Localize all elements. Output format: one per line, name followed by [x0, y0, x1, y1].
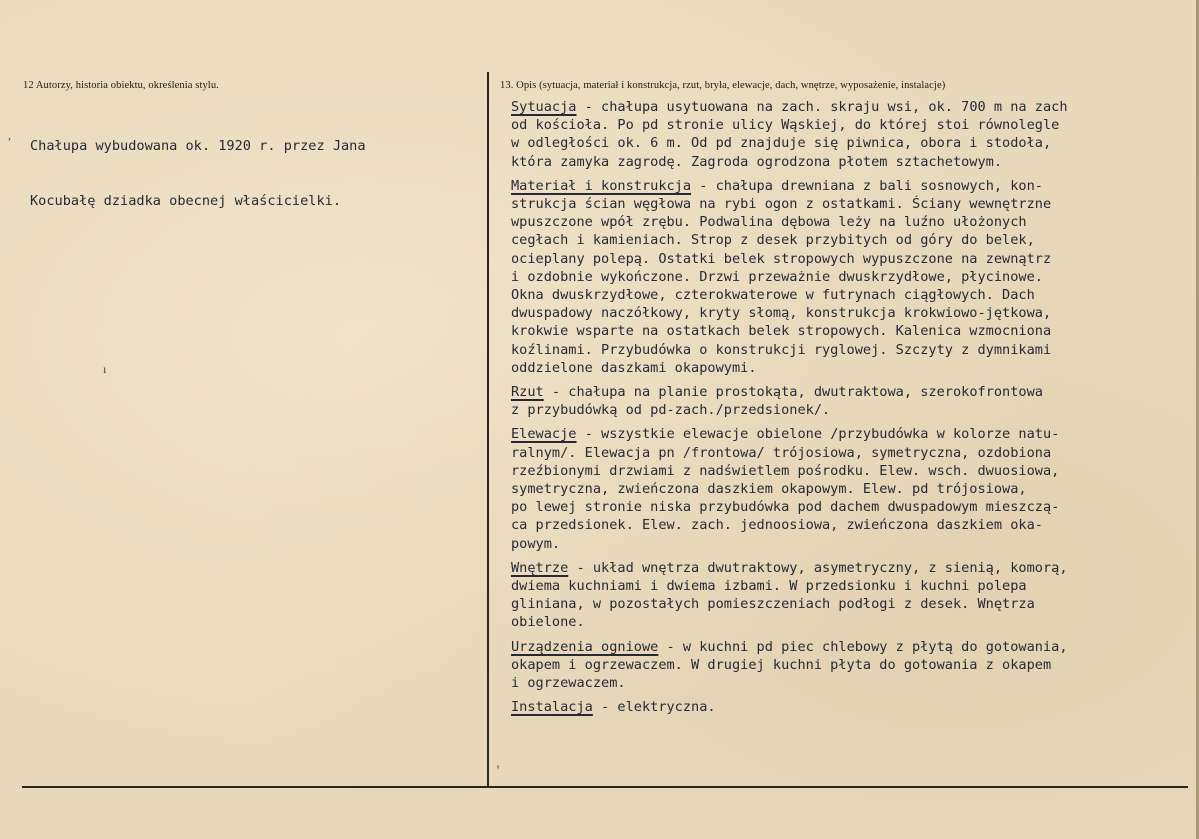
description-line	[511, 359, 1068, 377]
paragraph-heading: Sytuacja	[511, 99, 577, 115]
line-text: ocieplany polepą. Ostatki belek stropowych wypuszczone na zewnątrz	[511, 250, 1052, 267]
description-line	[511, 116, 1068, 134]
description-line	[511, 286, 1068, 304]
description-line	[511, 383, 1068, 401]
line-text: dwiema kuchniami i dwiema izbami. W przedsionku i kuchni polepa	[511, 578, 1027, 595]
description-line	[511, 638, 1068, 656]
description-line	[511, 516, 1068, 534]
column-divider	[487, 72, 489, 787]
description-line	[511, 401, 1068, 419]
description-line	[511, 322, 1068, 340]
description-line	[511, 213, 1068, 231]
line-text: ca przedsionek. Elew. zach. jednoosiowa, zwieńczona daszkiem oka-	[511, 517, 1043, 534]
description-paragraph	[511, 177, 1068, 377]
description-line	[511, 613, 1068, 631]
description-line	[511, 698, 1068, 716]
line-text: - chałupa usytuowana na zach. skraju wsi, ok. 700 m na zach	[576, 99, 1068, 115]
description-line	[511, 425, 1068, 443]
description-line	[511, 231, 1068, 249]
description-line	[511, 341, 1068, 359]
line-text: - chałupa na planie prostokąta, dwutraktowa, szerokofrontowa	[543, 384, 1043, 401]
line-text: po lewej stronie niska przybudówka pod dachem dwuspadowym mieszczą-	[511, 499, 1060, 516]
section-13-header: 13. Opis (sytuacja, materiał i konstrukcja, rzut, bryła, elewacje, dach, wnętrze, wyposażenie, instalacje)	[500, 80, 946, 91]
description-paragraph	[511, 425, 1068, 552]
description-line	[511, 559, 1068, 577]
description-line	[511, 177, 1068, 195]
description-paragraph	[511, 98, 1068, 171]
line-text: dwuspadowy naczółkowy, kryty słomą, konstrukcja krokwiowo-jętkowa,	[511, 305, 1052, 322]
line-text: strukcja ścian węgłowa na rybi ogon z ostatkami. Ściany wewnętrzne	[511, 196, 1052, 213]
description-line	[511, 480, 1068, 498]
line-text: - chałupa drewniana z bali sosnowych, kon-	[691, 177, 1043, 194]
line-text: - elektryczna.	[592, 699, 716, 716]
line-text: w odległości ok. 6 m. Od pd znajduje się piwnica, obora i stodoła,	[511, 135, 1052, 152]
line-text: która zamyka zagrodę. Zagroda ogrodzona płotem sztachetowym.	[511, 153, 1003, 170]
pencil-mark: ꞌ	[497, 762, 500, 776]
description-line	[511, 250, 1068, 268]
line-text: i ogrzewaczem.	[511, 675, 626, 692]
line-text: i ozdobnie wykończone. Drzwi przeważnie dwuskrzydłowe, płycinowe.	[511, 268, 1043, 285]
line-text: obielone.	[511, 614, 585, 631]
description-paragraph	[511, 638, 1068, 693]
line-text: koźlinami. Przybudówka o konstrukcji ryglowej. Szczyty z dymnikami	[511, 341, 1052, 358]
paragraph-heading: Instalacja	[511, 699, 593, 716]
section-13-text	[511, 98, 1068, 723]
description-line	[511, 577, 1068, 595]
section-12-text	[30, 101, 366, 247]
line-text: gliniana, w pozostałych pomieszczeniach podłogi z desek. Wnętrza	[511, 596, 1035, 613]
paragraph-heading: Wnętrze	[511, 559, 569, 576]
description-line	[511, 462, 1068, 480]
paragraph-heading: Elewacje	[511, 426, 577, 443]
description-paragraph	[511, 383, 1068, 419]
line-text: ralnym/. Elewacja pn /frontowa/ trójosiowa, symetryczna, ozdobiona	[511, 444, 1052, 461]
paragraph-heading: Urządzenia ogniowe	[511, 638, 659, 655]
pencil-mark: ı	[103, 362, 107, 376]
line-text: wpuszczone wpół zrębu. Podwalina dębowa leży na luźno ułożonych	[511, 214, 1027, 231]
description-line	[511, 535, 1068, 553]
description-line	[511, 304, 1068, 322]
line-text: Okna dwuskrzydłowe, czterokwaterowe w futrynach ciągłowych. Dach	[511, 287, 1035, 304]
line-text: krokwie wsparte na ostatkach belek stropowych. Kalenica wzmocniona	[511, 323, 1052, 340]
line-text: symetryczna, zwieńczona daszkiem okapowym. Elew. pd trójosiowa,	[511, 481, 1027, 498]
description-line	[511, 444, 1068, 462]
description-line	[511, 595, 1068, 613]
line-text: powym.	[511, 535, 561, 552]
section-12-line: Chałupa wybudowana ok. 1920 r. przez Jana	[30, 138, 366, 155]
description-paragraph	[511, 559, 1068, 632]
description-line	[511, 268, 1068, 286]
paragraph-heading: Rzut	[511, 384, 544, 401]
line-text: rzeźbionymi drzwiami z nadświetlem pośrodku. Elew. wsch. dwuosiowa,	[511, 462, 1060, 479]
section-12-line: Kocubałę dziadka obecnej właścicielki.	[30, 193, 341, 210]
section-12-header: 12 Autorzy, historia obiektu, określenia stylu.	[23, 80, 219, 91]
line-text: z przybudówką od pd-zach./przedsionek/.	[511, 402, 831, 419]
pencil-mark: ,	[8, 128, 11, 142]
line-text: cegłach i kamieniach. Strop z desek przybitych od góry do belek,	[511, 232, 1035, 249]
paragraph-heading: Materiał i konstrukcja	[511, 177, 692, 194]
description-paragraph	[511, 698, 1068, 716]
description-line	[511, 153, 1068, 171]
bottom-rule	[22, 786, 1188, 788]
description-line	[511, 195, 1068, 213]
description-line	[511, 674, 1068, 692]
line-text: - w kuchni pd piec chlebowy z płytą do gotowania,	[658, 638, 1068, 655]
line-text: od kościoła. Po pd stronie ulicy Wąskiej, do której stoi równolegle	[511, 117, 1060, 134]
line-text: oddzielone daszkami okapowymi.	[511, 359, 757, 376]
line-text: - układ wnętrza dwutraktowy, asymetryczny, z sienią, komorą,	[568, 559, 1068, 576]
description-line	[511, 134, 1068, 152]
description-line	[511, 656, 1068, 674]
line-text: okapem i ogrzewaczem. W drugiej kuchni płyta do gotowania z okapem	[511, 656, 1052, 673]
line-text: - wszystkie elewacje obielone /przybudówka w kolorze natu-	[576, 426, 1060, 443]
description-line	[511, 498, 1068, 516]
description-line	[511, 98, 1068, 116]
